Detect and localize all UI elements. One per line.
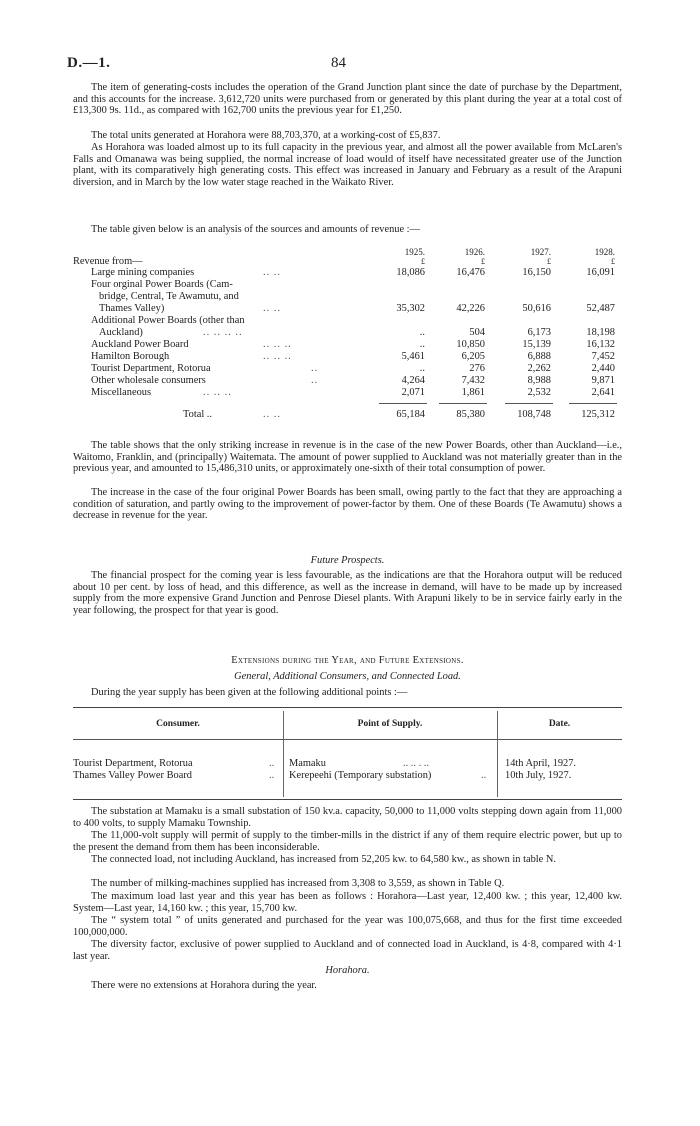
cell-date: 10th July, 1927.	[505, 770, 572, 781]
leader-dots: .. .. .. ..	[203, 327, 243, 338]
cell-1925: 2,071	[401, 387, 425, 398]
paragraph-connected-load: The connected load, not including Auckland, has increased from 52,205 kw. to 64,580 kw., as shown in table N.	[91, 854, 556, 865]
cell-1925: 5,461	[401, 351, 425, 362]
cell-1928: 18,198	[586, 327, 615, 338]
unit-symbol: £	[611, 257, 615, 266]
paragraph-horahora: There were no extensions at Horahora during the year.	[91, 980, 317, 991]
total-label: Total ..	[183, 409, 212, 420]
row-label: Auckland)	[99, 327, 143, 338]
total-1927: 108,748	[517, 409, 551, 420]
cell-1926: 7,432	[461, 375, 485, 386]
leader-dots: .. ..	[263, 303, 281, 314]
leader-dots: ..	[269, 758, 275, 769]
cell-1927: 6,173	[527, 327, 551, 338]
paragraph-diversity-factor: The diversity factor, exclusive of power supplied to Auckland and of connected load in Auckland, is 4·8, compared with 4·1 last year.	[73, 939, 622, 962]
cell-1926: 42,226	[456, 303, 485, 314]
total-1928: 125,312	[581, 409, 615, 420]
cell-1926: 6,205	[461, 351, 485, 362]
unit-symbol: £	[481, 257, 485, 266]
row-label: Large mining companies	[91, 267, 195, 278]
cell-1927: 2,262	[527, 363, 551, 374]
cell-1927: 6,888	[527, 351, 551, 362]
cell-1928: 16,091	[586, 267, 615, 278]
table-row	[73, 303, 633, 315]
unit-symbol: £	[421, 257, 425, 266]
row-label: Four orginal Power Boards (Cam-	[91, 279, 233, 290]
cell-1925: 18,086	[396, 267, 425, 278]
header-rule	[73, 739, 622, 740]
document-code: D.—1.	[67, 55, 111, 71]
cell-1925: ..	[419, 339, 425, 350]
table-row	[73, 339, 633, 351]
cell-point-of-supply: Kerepeehi (Temporary substation)	[289, 770, 432, 781]
paragraph-future-prospects: The financial prospect for the coming year is less favourable, as the indications are that the Horahora output will be reduced about 10 per cent. by loss of head, and this difference, as well as the increase in demand, will have to be made up by increased supply from the more expensive Grand Junction and Penrose Diesel plants. With Arapuni likely to be in service fairly early in the year following, the prospect for that year is good.	[73, 570, 622, 616]
leader-dots: .. ..	[263, 409, 281, 420]
row-label: Other wholesale consumers	[91, 375, 206, 386]
table-row	[73, 375, 633, 387]
cell-1926: 1,861	[461, 387, 485, 398]
table-row	[73, 291, 633, 303]
cell-1928: 16,132	[586, 339, 615, 350]
row-label: Miscellaneous	[91, 387, 152, 398]
row-label: Hamilton Borough	[91, 351, 170, 362]
sum-rule	[379, 403, 427, 404]
header-consumer: Consumer.	[156, 719, 200, 729]
paragraph-original-boards: The increase in the case of the four original Power Boards has been small, owing partly to the fact that they are approaching a condition of saturation, and partly owing to the improvement of power-factor by them. One of these Boards (Te Awamutu) shows a decrease in revenue for the year.	[73, 487, 622, 522]
cell-consumer: Tourist Department, Rotorua	[73, 758, 193, 769]
row-label: Auckland Power Board	[91, 339, 189, 350]
leader-dots: .. .. . ..	[403, 758, 429, 769]
cell-1925: ..	[419, 327, 425, 338]
row-label: Additional Power Boards (other than	[91, 315, 245, 326]
table-row	[73, 351, 633, 363]
leader-dots: ..	[311, 363, 319, 374]
cell-1926: 504	[469, 327, 485, 338]
cell-1925: 35,302	[396, 303, 425, 314]
leader-dots: .. .. ..	[263, 339, 292, 350]
leader-dots: .. ..	[263, 267, 281, 278]
leader-dots: ..	[311, 375, 319, 386]
cell-point-of-supply: Mamaku	[289, 758, 326, 769]
paragraph-total-units: The total units generated at Horahora were 88,703,370, at a working-cost of £5,837.	[91, 130, 441, 141]
table-bottom-rule	[73, 799, 622, 800]
paragraph-extensions-intro: During the year supply has been given at the following additional points :—	[91, 687, 408, 698]
row-label: Tourist Department, Rotorua	[91, 363, 211, 374]
cell-1928: 52,487	[586, 303, 615, 314]
sum-rule	[569, 403, 617, 404]
year-header: 1925.	[404, 247, 425, 257]
row-label: Thames Valley)	[99, 303, 165, 314]
header-point-of-supply: Point of Supply.	[357, 719, 423, 729]
page-number: 84	[331, 55, 346, 71]
year-header: 1926.	[464, 247, 485, 257]
revenue-intro-label: Revenue from—	[73, 256, 143, 267]
paragraph-milking-machines: The number of milking-machines supplied has increased from 3,308 to 3,559, as shown in Table Q.	[91, 878, 505, 889]
table-row	[73, 315, 633, 327]
year-header: 1927.	[530, 247, 551, 257]
cell-1927: 8,988	[527, 375, 551, 386]
table-total-row	[73, 409, 633, 421]
table-row	[73, 267, 633, 279]
subheading-extensions: General, Additional Consumers, and Connected Load.	[234, 671, 461, 682]
cell-1927: 2,532	[527, 387, 551, 398]
sum-rule	[505, 403, 553, 404]
paragraph-mamaku-substation: The substation at Mamaku is a small substation of 150 kv.a. capacity, 50,000 to 11,000 volts stepping down again from 11,000 to 400 volts, to supply Mamaku Township.	[73, 806, 622, 829]
heading-extensions: Extensions during the Year, and Future Extensions.	[231, 655, 464, 666]
cell-1928: 2,641	[591, 387, 615, 398]
cell-1926: 276	[469, 363, 485, 374]
header-date: Date.	[548, 719, 571, 729]
heading-future-prospects: Future Prospects.	[310, 555, 385, 566]
table-row	[73, 279, 633, 291]
cell-1927: 15,139	[522, 339, 551, 350]
sum-rule	[439, 403, 487, 404]
leader-dots: ..	[481, 770, 487, 781]
table-row	[73, 327, 633, 339]
row-label: bridge, Central, Te Awamutu, and	[99, 291, 239, 302]
cell-1928: 2,440	[591, 363, 615, 374]
paragraph-table-intro: The table given below is an analysis of the sources and amounts of revenue :—	[91, 224, 420, 235]
paragraph-revenue-increase: The table shows that the only striking increase in revenue is in the case of the new Power Boards, other than Auckland—i.e., Waitomo, Franklin, and (principally) Waitemata. The amount of power supplied to Auckland was not materially greater than in the previous year, and amounted to 15,486,310 units, or approximately one-sixth of their total consumption of power.	[73, 440, 622, 475]
leader-dots: .. .. ..	[203, 387, 232, 398]
cell-date: 14th April, 1927.	[505, 758, 577, 769]
paragraph-11000-volt-supply: The 11,000-volt supply will permit of supply to the timber-mills in the district if any of them require electric power, but up to the present the demand from them has been inconsiderable.	[73, 830, 622, 853]
total-1925: 65,184	[396, 409, 425, 420]
cell-1927: 50,616	[522, 303, 551, 314]
cell-1925: ..	[419, 363, 425, 374]
paragraph-system-total: The “ system total ” of units generated and purchased for the year was 100,075,668, and thus for the first time exceeded 100,000,000.	[73, 915, 622, 938]
consumers-table	[73, 707, 622, 801]
table-row	[73, 387, 633, 399]
paragraph-maximum-load: The maximum load last year and this year has been as follows : Horahora—Last year, 12,400 kw. ; this year, 12,400 kw. System—Last year, 14,160 kw. ; this year, 15,700 kw.	[73, 891, 622, 914]
cell-1926: 10,850	[456, 339, 485, 350]
total-1926: 85,380	[456, 409, 485, 420]
paragraph-generating-costs: The item of generating-costs includes the operation of the Grand Junction plant since the date of purchase by the Department, and this accounts for the increase. 3,612,720 units were purchased from or generated by this plant during the year at a total cost of £13,300 9s. 11d., as compared with 162,700 units the previous year for £1,250.	[73, 82, 622, 117]
cell-1925: 4,264	[401, 375, 425, 386]
cell-1928: 7,452	[591, 351, 615, 362]
year-header: 1928.	[594, 247, 615, 257]
cell-1928: 9,871	[591, 375, 615, 386]
cell-consumer: Thames Valley Power Board	[73, 770, 192, 781]
cell-1926: 16,476	[456, 267, 485, 278]
table-row	[73, 363, 633, 375]
leader-dots: ..	[269, 770, 275, 781]
heading-horahora: Horahora.	[325, 965, 370, 976]
table-top-rule	[73, 707, 622, 708]
paragraph-horahora-load: As Horahora was loaded almost up to its full capacity in the previous year, and almost all the power available from McLaren's Falls and Omanawa was being supplied, the normal increase of load would of itself have necessitated greater use of the Junction plant, with its comparatively high generating costs. This effect was increased in January and February as a result of the Arapuni diversion, and in March by the low water stage reached in the Waikato River.	[73, 142, 622, 188]
cell-1927: 16,150	[522, 267, 551, 278]
leader-dots: .. .. ..	[263, 351, 292, 362]
unit-symbol: £	[547, 257, 551, 266]
